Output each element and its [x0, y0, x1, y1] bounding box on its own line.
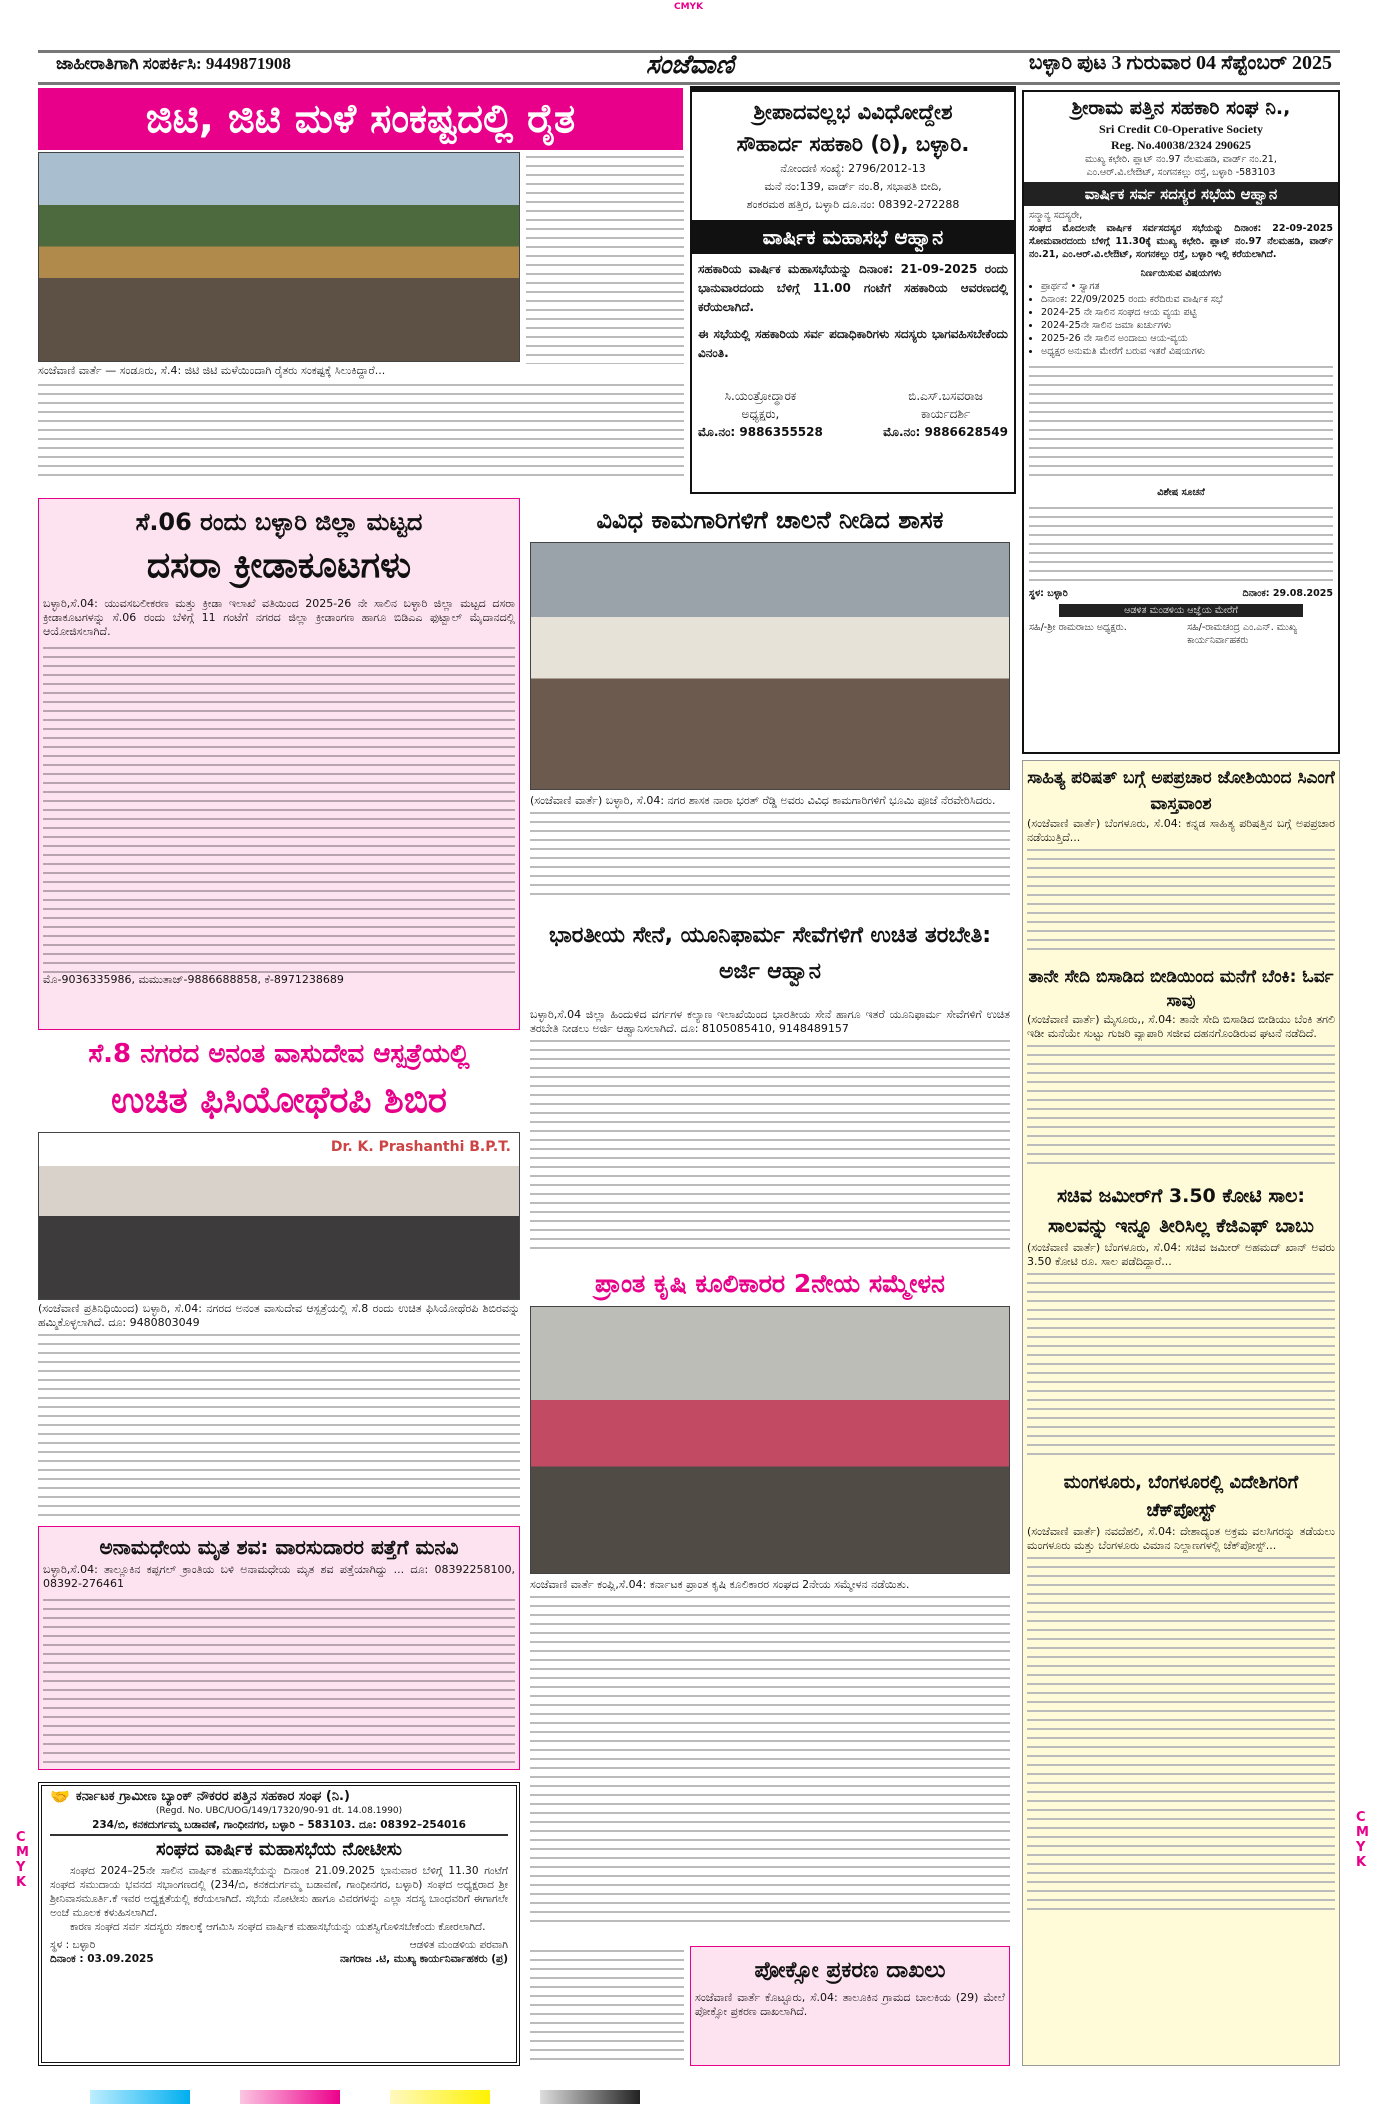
- address: ಎಂ.ಆರ್.ವಿ.ಲೇಔಟ್, ಸಂಗನಕಲ್ಲು ರಸ್ತೆ, ಬಳ್ಳಾರಿ -583103: [1086, 167, 1276, 178]
- body-text: (ಸಂಜೆವಾಣಿ ವಾರ್ತೆ) ಬೆಂಗಳೂರು, ಸೆ.04: ಕನ್ನಡ ಸಾಹಿತ್ಯ ಪರಿಷತ್ತಿನ ಬಗ್ಗೆ ಅಪಪ್ರಚಾರ ನಡೆಯುತ್ತಿದೆ...: [1027, 817, 1335, 844]
- signatory: ನಾಗರಾಜ .ಟಿ, ಮುಖ್ಯ ಕಾರ್ಯನಿರ್ವಾಹಕರು (ಪ್ರ): [340, 1953, 508, 1965]
- reg-number: Reg. No.40038/2324 290625: [1111, 138, 1251, 152]
- cmyk-mark-right: CMYK: [1356, 1810, 1369, 1870]
- date: ದಿನಾಂಕ: 29.08.2025: [1242, 588, 1333, 599]
- headline-beedi: ತಾನೇ ಸೇದಿ ಬಿಸಾಡಿದ ಬೀಡಿಯಿಂದ ಮನೆಗೆ ಬೆಂಕಿ: ಓರ್ವ ಸಾವು: [1028, 967, 1334, 1011]
- article-krishi-tail: [530, 1946, 684, 2066]
- body-text: ಮೈಸೂರು,, ಸೆ.04: ತಾನೇ ಸೇದಿ ಬಿಸಾಡಿದ ಬೀಡಿಯು ಬೆಂಕಿ ತಗಲಿ ಇಡೀ ಮನೆಯೇ ಸುಟ್ಟು ಗುಜರಿ ವ್ಯಾಪಾರಿ ಸಜೀವ ದಹನಗೊಂಡಿರುವ ಘಟನೆ ನಡೆದಿದೆ.: [1027, 1013, 1335, 1040]
- headline-pocso: ಪೋಕ್ಸೋ ಪ್ರಕರಣ ದಾಖಲು: [754, 1958, 946, 1983]
- cmyk-mark-top: CMYK: [674, 2, 704, 12]
- address: ಶಂಕರಮಠ ಹತ್ತಿರ, ಬಳ್ಳಾರಿ ದೂ.ನಂ: 08392-272288: [746, 198, 960, 211]
- headline-rain: ಜಿಟಿ, ಜಿಟಿ ಮಳೆ ಸಂಕಷ್ಟದಲ್ಲಿ ರೈತ: [38, 88, 683, 150]
- color-bar-cyan: [90, 2090, 190, 2104]
- ad-title2: ಸೌಹಾರ್ದ ಸಹಕಾರಿ (ರಿ), ಬಳ್ಳಾರಿ.: [736, 132, 970, 156]
- article-krishi-body: [530, 1578, 1010, 1940]
- headline-army: ಭಾರತೀಯ ಸೇನೆ, ಯೂನಿಫಾರ್ಮ ಸೇವೆಗಳಿಗೆ ಉಚಿತ ತರಬೇತಿ: ಅರ್ಜಿ ಆಹ್ವಾನ: [548, 923, 992, 984]
- ad-title: ಕರ್ನಾಟಕ ಗ್ರಾಮೀಣ ಬ್ಯಾಂಕ್ ನೌಕರರ ಪತ್ತಿನ ಸಹಕಾರ ಸಂಘ (ನಿ.): [75, 1789, 350, 1804]
- signatory-name: ಸಿ.ಯಂತ್ರೋದ್ಧಾರಕ: [724, 389, 797, 403]
- color-bar-black: [540, 2090, 640, 2104]
- photo-mla-event: [530, 542, 1010, 790]
- ad-text: ಈ ಸಭೆಯಲ್ಲಿ ಸಹಕಾರಿಯ ಸರ್ವ ಪದಾಧಿಕಾರಿಗಳು ಸದಸ್ಯರು ಭಾಗವಹಿಸಬೇಕೆಂದು ವಿನಂತಿ.: [698, 327, 1008, 360]
- body-text: (ಸಂಜೆವಾಣಿ ವಾರ್ತೆ) ಬೆಂಗಳೂರು, ಸೆ.04: ಸಚಿವ ಜಮೀರ್ ಅಹಮದ್ ಖಾನ್ ಅವರು 3.50 ಕೋಟಿ ರೂ. ಸಾಲ ಪಡೆದಿದ್ದಾರೆ...: [1027, 1241, 1335, 1268]
- body-text: (ಸಂಜೆವಾಣಿ ವಾರ್ತೆ) ಬಳ್ಳಾರಿ, ಸೆ.04: ನಗರ ಶಾಸಕ ನಾರಾ ಭರತ್ ರೆಡ್ಡಿ ಅವರು ವಿವಿಧ ಕಾಮಗಾರಿಗಳಿಗೆ ಭೂಮಿ ಪೂಜೆ ನೆರವೇರಿಸಿದರು.: [530, 794, 996, 807]
- article-mla-body: [530, 794, 1010, 914]
- ad-sripadavallabha: [690, 86, 1016, 494]
- place: ಸ್ಥಳ: ಬಳ್ಳಾರಿ: [1029, 588, 1068, 599]
- agenda-item: • 2024-25ನೇ ಸಾಲಿನ ಜಮಾ ಖರ್ಚುಗಳು: [1041, 319, 1333, 332]
- kicker: ಸೆ.06 ರಂದು ಬಳ್ಳಾರಿ ಜಿಲ್ಲಾ ಮಟ್ಟದ: [135, 508, 423, 536]
- ad-text: ಸಹಕಾರಿಯ ವಾರ್ಷಿಕ ಮಹಾಸಭೆಯನ್ನು ದಿನಾಂಕ: 21-09-2025 ರಂದು ಭಾನುವಾರದಂದು ಬೆಳಿಗ್ಗೆ 11.00 ಗಂಟೆಗೆ ಸಹಕಾರಿಯ ಆವರಣದಲ್ಲಿ ಕರೆಯಲಾಗಿದೆ.: [698, 262, 1008, 314]
- headline-unknown-body: ಅನಾಮಧೇಯ ಮೃತ ಶವ: ವಾರಸುದಾರರ ಪತ್ತೆಗೆ ಮನವಿ: [99, 1535, 459, 1559]
- contacts: ಮೊ-9036335986, ಮಮುತಾಜ್-9886688858, ಕೆ-8971238689: [43, 973, 344, 986]
- signatory-role: ಕಾರ್ಯದರ್ಶಿ: [920, 407, 971, 421]
- page-number: ಪುಟ 3: [1077, 52, 1122, 74]
- page-info: [1029, 52, 1332, 75]
- address: ಮನೆ ನಂ:139, ವಾರ್ಡ್ ನಂ.8, ಸಭಾಪತಿ ಬೀದಿ,: [764, 180, 942, 193]
- signatory-role: ಅಧ್ಯಕ್ಷರು,: [741, 407, 780, 421]
- phone: ಮೊ.ನಂ: 9886355528: [698, 425, 823, 439]
- photo-krishi-meeting: [530, 1306, 1010, 1574]
- board-line: ಆಡಳಿತ ಮಂಡಳಿಯ ಪರವಾಗಿ: [409, 1939, 508, 1951]
- ad-text: ಸಂಘದ ಮೊದಲನೇ ವಾರ್ಷಿಕ ಸರ್ವಸದಸ್ಯರ ಸಭೆಯನ್ನು ದಿನಾಂಕ: 22-09-2025 ಸೋಮವಾರದಂದು ಬೆಳಿಗ್ಗೆ 11.30ಕ್ಕೆ ಮುಖ್ಯ ಕಛೇರಿ. ಪ್ಲಾಟ್ ನಂ.97 ನೆಲಮಹಡಿ, ವಾರ್ಡ್ ನಂ.21, ಎಂ.ಆರ್.ವಿ.ಲೇಔಟ್, ಸಂಗನಕಲ್ಲು ರಸ್ತೆ, ಬಳ್ಳಾರಿ ಇಲ್ಲಿ ಕರೆಯಲಾಗಿದೆ.: [1029, 223, 1333, 260]
- headline-zameer: ಸಚಿವ ಜಮೀರ್‌ಗೆ 3.50 ಕೋಟಿ ಸಾಲ: ಸಾಲವನ್ನು ಇನ್ನೂ ತೀರಿಸಿಲ್ಲ ಕೆಜಿಎಫ್ ಬಾಬು: [1048, 1185, 1314, 1237]
- banner-text: Dr. K. Prashanthi B.P.T.: [330, 1139, 511, 1155]
- note-title: ವಿಶೇಷ ಸೂಚನೆ: [1157, 487, 1205, 498]
- salutation: ಸನ್ಮಾನ್ಯ ಸದಸ್ಯರೇ,: [1029, 210, 1083, 221]
- address: ಮುಖ್ಯ ಕಛೇರಿ. ಪ್ಲಾಟ್ ನಂ.97 ನೆಲಮಹಡಿ, ವಾರ್ಡ್ ನಂ.21,: [1085, 154, 1277, 165]
- ad-title: ಶ್ರೀರಾಮ ಪತ್ತಿನ ಸಹಕಾರಿ ಸಂಘ ನಿ.,: [1071, 97, 1291, 119]
- article-unknown-body: [38, 1526, 520, 1770]
- ad-banner: ಸಂಘದ ವಾರ್ಷಿಕ ಮಹಾಸಭೆಯ ನೋಟೀಸು: [156, 1839, 402, 1860]
- agenda-item: • ದಿನಾಂಕ: 22/09/2025 ರಂದು ಕರೆದಿರುವ ವಾರ್ಷಿಕ ಸಭೆ: [1041, 293, 1333, 306]
- signatory-name: ಬಿ.ಎಸ್.ಬಸವರಾಜ: [908, 389, 983, 403]
- body-text: ಸಂಡೂರು, ಸೆ.4: ಜಿಟಿ ಜಿಟಿ ಮಳೆಯಿಂದಾಗಿ ರೈತರು ಸಂಕಷ್ಟಕ್ಕೆ ಸಿಲುಕಿದ್ದಾರೆ...: [119, 364, 386, 377]
- headline-mangaluru: ಮಂಗಳೂರು, ಬೆಂಗಳೂರಲ್ಲಿ ವಿದೇಶಿಗರಿಗೆ ಚೆಕ್‌ಪೋಸ್ಟ್: [1063, 1472, 1299, 1521]
- body-text: (ಸಂಜೆವಾಣಿ ವಾರ್ತೆ) ನವದೆಹಲಿ, ಸೆ.04: ದೇಶಾದ್ಯಂತ ಅಕ್ರಮ ವಲಸಿಗರನ್ನು ತಡೆಯಲು ಮಂಗಳೂರು ಮತ್ತು ಬೆಂಗಳೂರು ವಿಮಾನ ನಿಲ್ದಾಣಗಳಲ್ಲಿ ಚೆಕ್‌ಪೋಸ್ಟ್...: [1027, 1525, 1335, 1552]
- place: ಬಳ್ಳಾರಿ: [1028, 52, 1073, 74]
- kicker-physio: ಸೆ.8 ನಗರದ ಅನಂತ ವಾಸುದೇವ ಆಸ್ಪತ್ರೆಯಲ್ಲಿ: [88, 1039, 470, 1069]
- color-bar-yellow: [390, 2090, 490, 2104]
- ad-text: ಸಂಘದ 2024–25ನೇ ಸಾಲಿನ ವಾರ್ಷಿಕ ಮಹಾಸಭೆಯನ್ನು ದಿನಾಂಕ 21.09.2025 ಭಾನುವಾರ ಬೆಳಿಗ್ಗೆ 11.30 ಗಂಟೆಗೆ ಸಂಘದ ಸಮುದಾಯ ಭವನದ ಸಭಾಂಗಣದಲ್ಲಿ (234/ಬಿ, ಕನಕದುರ್ಗಮ್ಮ ಬಡಾವಣೆ, ಗಾಂಧೀನಗರ, ಬಳ್ಳಾರಿ) ಸಂಘದ ಅಧ್ಯಕ್ಷರಾದ ಶ್ರೀ ಶ್ರೀನಿವಾಸಮೂರ್ತಿ.ಕೆ ಇವರ ಅಧ್ಯಕ್ಷತೆಯಲ್ಲಿ ಕರೆಯಲಾಗಿದೆ. ಸಭೆಯ ನೋಟೀಸು ಹಾಗೂ ವಿವರಗಳನ್ನು ಎಲ್ಲಾ ಸದಸ್ಯ ಬಾಂಧವರಿಗೆ ಈಗಾಗಲೇ ಅಂಚೆ ಮೂಲಕ ಕಳುಹಿಸಲಾಗಿದೆ.: [50, 1865, 508, 1919]
- article-physio-body: [38, 1302, 520, 1522]
- place: ಸ್ಥಳ : ಬಳ್ಳಾರಿ: [50, 1939, 96, 1951]
- color-bar-magenta: [240, 2090, 340, 2104]
- ad-gramin-bank: [38, 1782, 520, 2066]
- handshake-icon: 🤝: [50, 1787, 70, 1806]
- article-army-body: [530, 1008, 1010, 1260]
- body-text: ಬಳ್ಳಾರಿ,ಸೆ.04: ಯುವಸಬಲೀಕರಣ ಮತ್ತು ಕ್ರೀಡಾ ಇಲಾಖೆ ವತಿಯಿಂದ 2025-26 ನೇ ಸಾಲಿನ ಬಳ್ಳಾರಿ ಜಿಲ್ಲಾ ಮಟ್ಟದ ದಸರಾ ಕ್ರೀಡಾಕೂಟಗಳನ್ನು ಸೆ.06 ರಂದು ಬೆಳಿಗ್ಗೆ 11 ಗಂಟೆಗೆ ನಗರದ ಜಿಲ್ಲಾ ಕ್ರೀಡಾಂಗಣ ಹಾಗೂ ಬಿಡಿಎಎ ಫುಟ್ಬಾಲ್ ಮೈದಾನದಲ್ಲಿ ಆಯೋಜಿಸಲಾಗಿದೆ.: [43, 597, 515, 638]
- headline-sahitya: ಸಾಹಿತ್ಯ ಪರಿಷತ್ ಬಗ್ಗೆ ಅಪಪ್ರಚಾರ ಜೋಶಿಯಿಂದ ಸಿಎಂಗೆ ವಾಸ್ತವಾಂಶ: [1027, 768, 1335, 814]
- reg-number: (Regd. No. UBC/UOG/149/17320/90-91 dt. 14.08.1990): [155, 1806, 403, 1816]
- ad-banner: ವಾರ್ಷಿಕ ಮಹಾಸಭೆ ಆಹ್ವಾನ: [692, 220, 1014, 254]
- date: ಗುರುವಾರ 04 ಸೆಪ್ಟೆಂಬರ್ 2025: [1126, 52, 1332, 74]
- date: ದಿನಾಂಕ : 03.09.2025: [50, 1953, 154, 1965]
- headline-dasara: ದಸರಾ ಕ್ರೀಡಾಕೂಟಗಳು: [146, 545, 412, 586]
- ad-contact: ಜಾಹೀರಾತಿಗಾಗಿ ಸಂಪರ್ಕಿಸಿ: 9449871908: [56, 54, 291, 73]
- headline-krishi: ಪ್ರಾಂತ ಕೃಷಿ ಕೂಲಿಕಾರರ 2ನೇಯ ಸಮ್ಮೇಳನ: [595, 1269, 945, 1298]
- ad-srirama: [1022, 90, 1340, 754]
- cmyk-mark-left: CMYK: [16, 1830, 29, 1890]
- headline-physio: ಉಚಿತ ಫಿಸಿಯೋಥೆರಪಿ ಶಿಬಿರ: [111, 1080, 447, 1121]
- photo-physio-press: [38, 1132, 520, 1300]
- agenda-item: • ಪ್ರಾರ್ಥನೆ • ಸ್ವಾಗತ: [1041, 280, 1333, 293]
- ad-banner: ವಾರ್ಷಿಕ ಸರ್ವ ಸದಸ್ಯರ ಸಭೆಯ ಆಹ್ವಾನ: [1024, 182, 1338, 206]
- agenda-item: • ಅಧ್ಯಕ್ಷರ ಅನುಮತಿ ಮೇರೆಗೆ ಬರುವ ಇತರೆ ವಿಷಯಗಳು: [1041, 345, 1333, 358]
- signatory: ಸಹಿ/-ರಾಮಚಂದ್ರ ಎಂ.ಎನ್. ಮುಖ್ಯ ಕಾರ್ಯನಿರ್ವಾಹಕರು: [1187, 622, 1298, 646]
- article-pocso: [690, 1946, 1010, 2066]
- agenda-title: ನಿರ್ಣಯಿಸುವ ವಿಷಯಗಳು: [1140, 268, 1222, 279]
- body-text: (ಸಂಜೆವಾಣಿ ಪ್ರತಿನಿಧಿಯಿಂದ) ಬಳ್ಳಾರಿ, ಸೆ.04: ನಗರದ ಅನಂತ ವಾಸುದೇವ ಆಸ್ಪತ್ರೆಯಲ್ಲಿ ಸೆ.8 ರಂದು ಉಚಿತ ಫಿಸಿಯೋಥೆರಪಿ ಶಿಬಿರವನ್ನು ಹಮ್ಮಿಕೊಳ್ಳಲಾಗಿದೆ. ದೂ: 9480803049: [38, 1302, 520, 1329]
- article-rain-body: [526, 152, 684, 364]
- agenda-item: • 2024-25 ನೇ ಸಾಲಿನ ಸಂಘದ ಆಯ ವ್ಯಯ ಪಟ್ಟಿ: [1041, 306, 1333, 319]
- body-text: ಸಂಜೆವಾಣಿ ವಾರ್ತೆ ಕಂಪ್ಲಿ,ಸೆ.04: ಕರ್ನಾಟಕ ಪ್ರಾಂತ ಕೃಷಿ ಕೂಲಿಕಾರರ ಸಂಘದ 2ನೇಯ ಸಮ್ಮೇಳನ ನಡೆಯಿತು.: [530, 1578, 910, 1591]
- article-rain-text: ಸಂಜೆವಾಣಿ ವಾರ್ತೆ — ಸಂಡೂರು, ಸೆ.4: ಜಿಟಿ ಜಿಟಿ ಮಳೆಯಿಂದಾಗಿ ರೈತರು ಸಂಕಷ್ಟಕ್ಕೆ ಸಿಲುಕಿದ್ದಾರೆ...: [38, 364, 684, 492]
- body-text: ಸಂಜೆವಾಣಿ ವಾರ್ತೆ ಕೊಟ್ಟೂರು, ಸೆ.04: ತಾಲೂಕಿನ ಗ್ರಾಮದ ಬಾಲಕಿಯ (29) ಮೇಲೆ ಪೋಕ್ಸೋ ಪ್ರಕರಣ ದಾಖಲಾಗಿದೆ.: [695, 1991, 1005, 2018]
- board-line: ಆಡಳಿತ ಮಂಡಳಿಯ ಆಜ್ಞೆಯ ಮೇರೆಗೆ: [1059, 604, 1303, 617]
- dateline: (ಸಂಜೆವಾಣಿ ವಾರ್ತೆ): [1027, 1013, 1100, 1026]
- reg-number: ನೋಂದಣಿ ಸಂಖ್ಯೆ: 2796/2012-13: [780, 162, 926, 175]
- headline-mla: ವಿವಿಧ ಕಾಮಗಾರಿಗಳಿಗೆ ಚಾಲನೆ ನೀಡಿದ ಶಾಸಕ: [596, 506, 944, 534]
- ad-title: ಶ್ರೀಪಾದವಲ್ಲಭ ವಿವಿಧೋದ್ದೇಶ: [753, 100, 953, 124]
- article-dasara: [38, 498, 520, 1030]
- signatory: ಸಹಿ/-ಶ್ರೀ ರಾಮರಾಜು ಅಧ್ಯಕ್ಷರು.: [1029, 622, 1127, 633]
- address: 234/ಬಿ, ಕನಕದುರ್ಗಮ್ಮ ಬಡಾವಣೆ, ಗಾಂಧೀನಗರ, ಬಳ್ಳಾರಿ – 583103. ದೂ: 08392–254016: [50, 1818, 508, 1836]
- agenda-item: • 2025-26 ನೇ ಸಾಲಿನ ಅಂದಾಜು ಆಯ-ವ್ಯಯ: [1041, 332, 1333, 345]
- body-text: ಬಳ್ಳಾರಿ,ಸೆ.04: ತಾಲ್ಲೂಕಿನ ಕಪ್ಪಗಲ್ ಕ್ರಾಂತಿಯ ಬಳಿ ಅನಾಮಧೇಯ ಮೃತ ಶವ ಪತ್ತೆಯಾಗಿದ್ದು ... ದೂ: 08392258100, 08392-276461: [43, 1563, 515, 1590]
- ad-english-title: Sri Credit C0-Operative Society: [1098, 122, 1264, 136]
- body-text: ಬಳ್ಳಾರಿ,ಸೆ.04 ಜಿಲ್ಲಾ ಹಿಂದುಳಿದ ವರ್ಗಗಳ ಕಲ್ಯಾಣ ಇಲಾಖೆಯಿಂದ ಭಾರತೀಯ ಸೇನೆ ಹಾಗೂ ಇತರೆ ಯೂನಿಫಾರ್ಮ ಸೇವೆಗಳಿಗೆ ಉಚಿತ ತರಬೇತಿ ನೀಡಲು ಅರ್ಜಿ ಆಹ್ವಾನಿಸಲಾಗಿದೆ. ದೂ: 8105085410, 9148489157: [530, 1008, 1010, 1035]
- photo-rain-field: [38, 152, 520, 362]
- dateline: ಸಂಜೆವಾಣಿ ವಾರ್ತೆ: [38, 364, 102, 377]
- masthead-logo: ಸಂಜೆವಾಣಿ: [645, 50, 735, 80]
- ad-text: ಕಾರಣ ಸಂಘದ ಸರ್ವ ಸದಸ್ಯರು ಸಕಾಲಕ್ಕೆ ಆಗಮಿಸಿ ಸಂಘದ ವಾರ್ಷಿಕ ಮಹಾಸಭೆಯನ್ನು ಯಶಸ್ವಿಗೊಳಿಸಬೇಕೆಂದು ಕೋರಲಾಗಿದೆ.: [70, 1921, 486, 1933]
- right-column-news: [1022, 760, 1340, 2066]
- phone: ಮೊ.ನಂ: 9886628549: [883, 425, 1008, 439]
